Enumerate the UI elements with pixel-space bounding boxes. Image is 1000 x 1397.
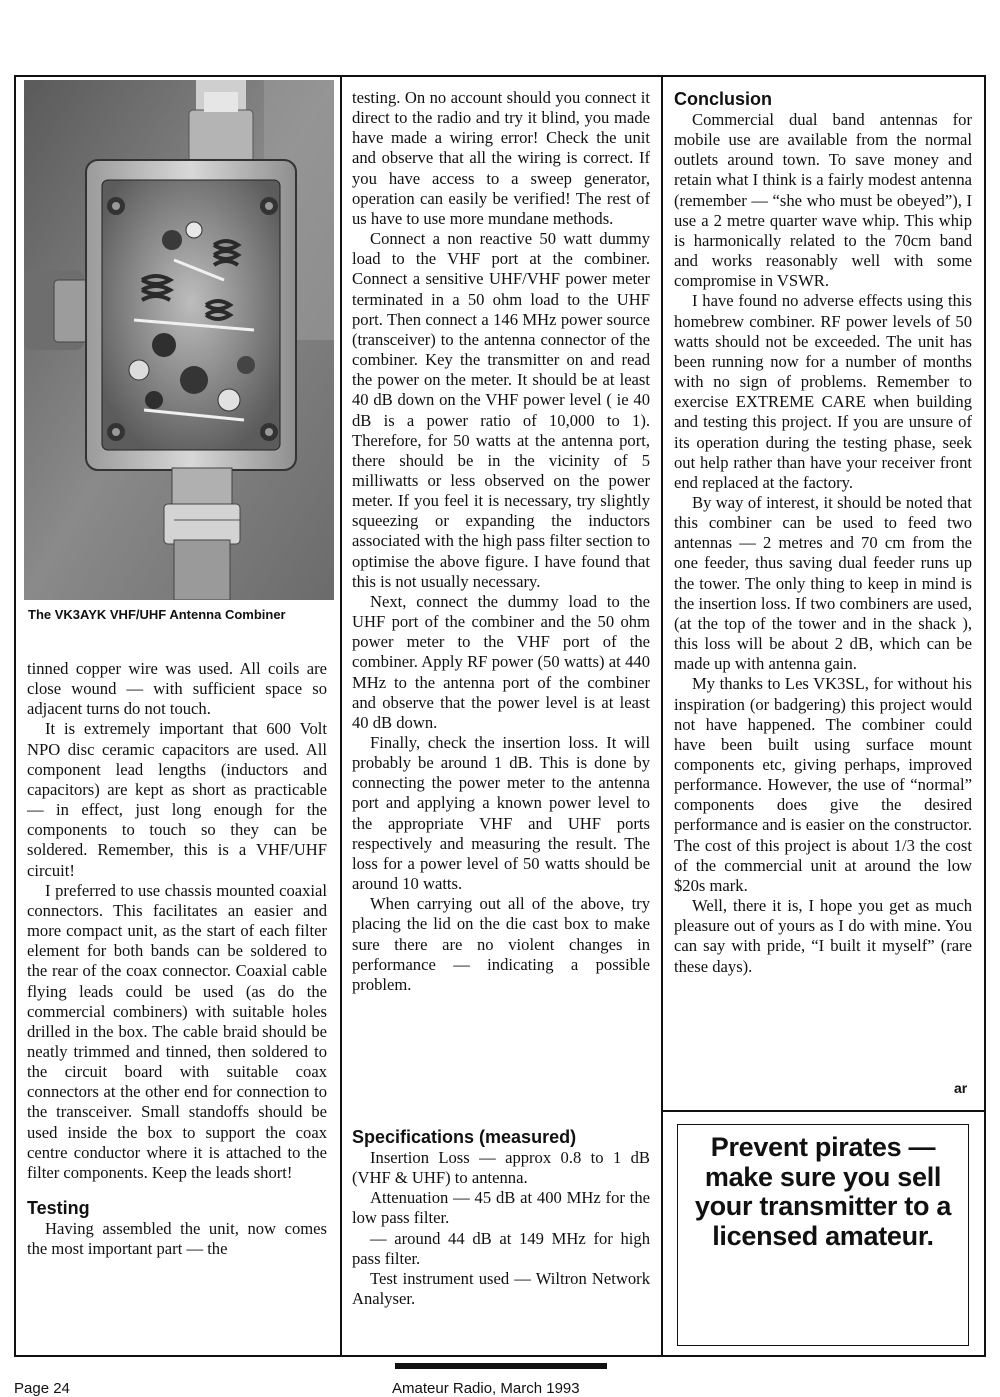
- body-paragraph: Next, connect the dummy load to the UHF port of the combiner and the 50 ohm power meter to the VHF port of the combiner. Apply RF power (50 watts) at 440 MHz to the antenna port of the combiner and observe that the power level is at least 40 dB down.: [352, 591, 650, 732]
- testing-heading: Testing: [27, 1198, 90, 1219]
- spec-item: Test instrument used — Wiltron Network Analyser.: [352, 1268, 650, 1309]
- spec-item: Insertion Loss — approx 0.8 to 1 dB (VHF & UHF) to antenna.: [352, 1148, 650, 1188]
- conclusion-heading: Conclusion: [674, 89, 772, 109]
- body-paragraph: Connect a non reactive 50 watt dummy load to the VHF port at the combiner. Connect a sensitive UHF/VHF power meter terminated in a 50 ohm load to the UHF port. Then connect a 146 MHz power source (transceiver) to the antenna connector of the combiner. Key the transmitter on and read the power on the meter. It should be at least 40 dB down on the VHF power level ( ie 40 dB is a power ratio of 10,000 to 1). Therefore, for 50 watts at the antenna port, there should be in the vicinity of 5 milliwatts or less observed on the power meter. If you feel it is necessary, try slightly squeezing or expanding the inductors associated with the high pass filter section to optimise the above figure. I have found that this is not usually necessary.: [352, 229, 650, 591]
- body-paragraph: I have found no adverse effects using this homebrew combiner. RF power levels of 50 watts should not be exceeded. The unit has been running now for a number of months with no sign of problems. Remember to exercise EXTREME CARE when building and testing this project. If you are unsure of its operation during the testing phase, seek out help rather than have your receiver front end replaced at the factory.: [674, 291, 972, 492]
- body-paragraph: It is extremely important that 600 Volt NPO disc ceramic capacitors are used. All component lead lengths (inductors and capacitors) are kept as short as practicable — in effect, just long enough for the components to touch so they can be soldered. Remember, this is a VHF/UHF circuit!: [27, 719, 327, 880]
- body-paragraph: tinned copper wire was used. All coils are close wound — with sufficient space so adjacent turns do not touch.: [27, 659, 327, 719]
- column-3: [674, 88, 972, 977]
- body-paragraph: By way of interest, it should be noted that this combiner can be used to feed two antennas — 2 metres and 70 cm from the one feeder, thus saving dual feeder runs up the tower. The only thing to keep in mind is the insertion loss. If two combiners are used, (at the top of the tower and in the shack ), this loss will be about 2 dB, which can be made up with antenna gain.: [674, 492, 972, 674]
- column-divider-2: [661, 75, 663, 1357]
- spec-item: — around 44 dB at 149 MHz for high pass filter.: [352, 1228, 650, 1268]
- publication-info: Amateur Radio, March 1993: [392, 1380, 580, 1397]
- column-divider-1: [340, 75, 342, 1357]
- photo-caption: The VK3AYK VHF/UHF Antenna Combiner: [28, 607, 286, 622]
- body-paragraph: My thanks to Les VK3SL, for without his inspiration (or badgering) this project would not have happened. The combiner could have been built using surface mount components etc, giving perhaps, improved performance. However, the use of “normal” components does give the desired performance and is easier on the constructor. The cost of this project is about 1/3 the cost of the commercial unit at around the low $20s mark.: [674, 674, 972, 895]
- body-paragraph: Having assembled the unit, now comes the most important part — the: [27, 1219, 327, 1259]
- body-paragraph: Well, there it is, I hope you get as much pleasure out of yours as I do with mine. You can say with pride, “I built it myself” (rare these days).: [674, 896, 972, 976]
- combiner-photo: [24, 80, 334, 600]
- notice-box: Prevent pirates — make sure you sell your transmitter to a licensed amateur.: [677, 1124, 969, 1346]
- section-rule: [662, 1110, 986, 1112]
- body-paragraph: Commercial dual band antennas for mobile use are available from the normal outlets around town. To save money and retain what I think is a fairly modest antenna (remember — “she who must be obeyed”), I use a 2 metre quarter wave whip. This whip is harmonically related to the 70cm band and works reasonably well with some compromise in VSWR.: [674, 110, 972, 291]
- column-1: [27, 659, 327, 1259]
- specifications-heading: Specifications (measured): [352, 1127, 577, 1147]
- page-number: Page 24: [14, 1380, 70, 1397]
- column-2: [352, 88, 650, 995]
- specifications-section: [352, 1126, 650, 1309]
- body-paragraph: Finally, check the insertion loss. It will probably be around 1 dB. This is done by connecting the power meter to the antenna port and applying a known power level to the appropriate VHF and UHF ports respectively and measuring the result. The loss for a power level of 50 watts should be around 10 watts.: [352, 733, 650, 894]
- footer-bar: [395, 1363, 607, 1369]
- article-end-mark: ar: [954, 1080, 968, 1096]
- spec-item: Attenuation — 45 dB at 400 MHz for the low pass filter.: [352, 1188, 650, 1228]
- combiner-photo-image: [24, 80, 334, 600]
- body-paragraph: testing. On no account should you connect it direct to the radio and try it blind, you made have made a wiring error! Check the unit and observe that all the wiring is correct. If you have access to a sweep generator, operation can easily be verified! The rest of us have to use more mundane methods.: [352, 88, 650, 228]
- body-paragraph: When carrying out all of the above, try placing the lid on the die cast box to make sure there are no violent changes in performance — indicating a possible problem.: [352, 894, 650, 994]
- body-paragraph: I preferred to use chassis mounted coaxial connectors. This facilitates an easier and more compact unit, as the start of each filter element for both bands can be soldered to the rear of the coax connector. Coaxial cable flying leads could be used (as do the commercial combiners) with suitable holes drilled in the box. The cable braid should be neatly trimmed and tinned, then soldered to the circuit board with suitable coax connectors at the other end for connection to the transceiver. Small standoffs should be used inside the box to support the coax centre conductor where it is attached to the filter components. Keep the leads short!: [27, 880, 327, 1182]
